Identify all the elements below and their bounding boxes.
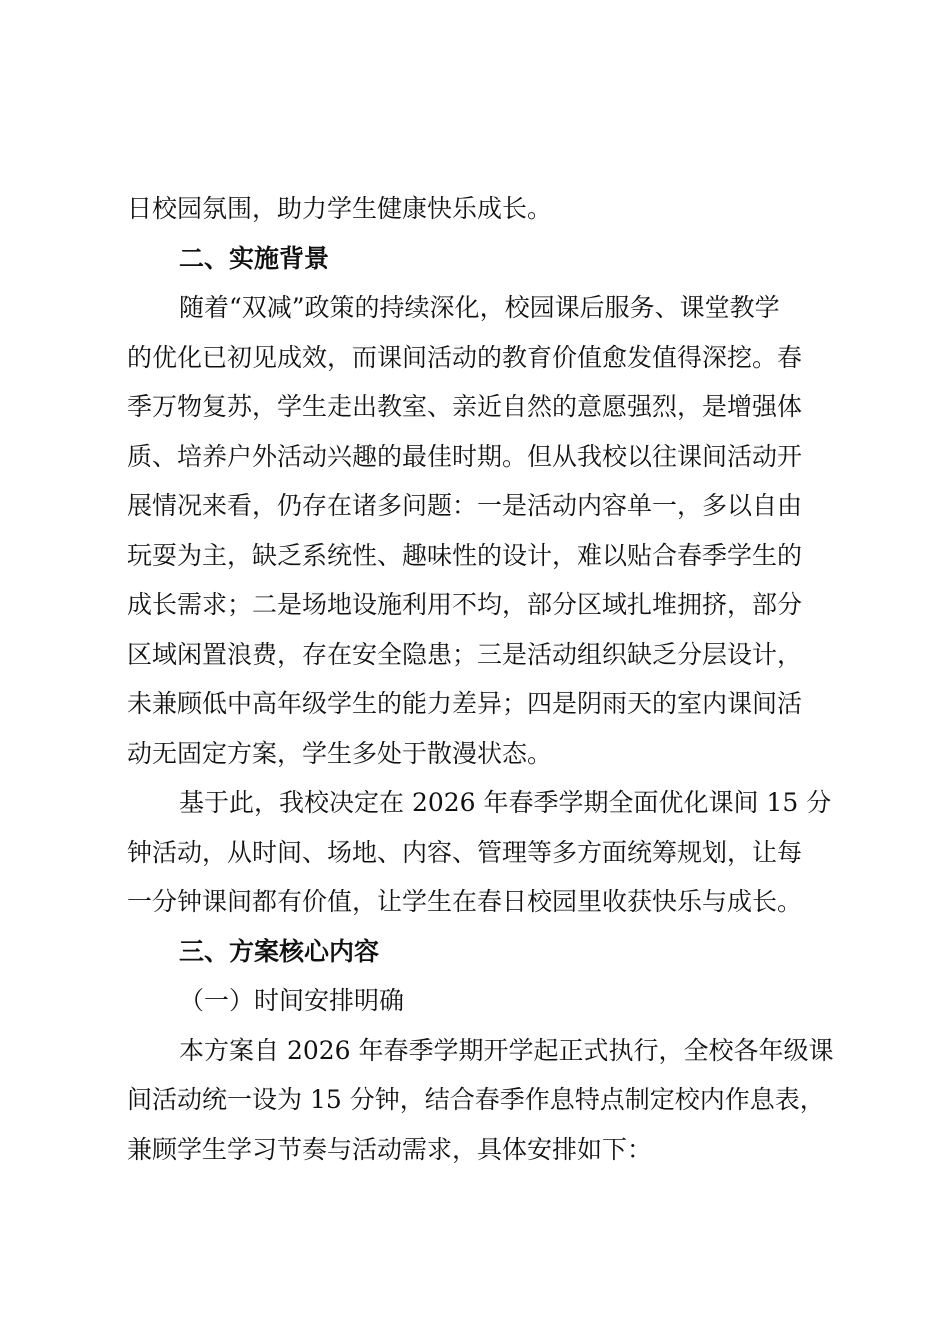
paragraph-line: 质、培养户外活动兴趣的最佳时期。但从我校以往课间活动开 [127, 441, 803, 471]
paragraph-line: 本方案自 2026 年春季学期开学起正式执行，全校各年级课 [179, 1035, 834, 1065]
paragraph-line: 未兼顾低中高年级学生的能力差异；四是阴雨天的室内课间活 [127, 689, 803, 718]
paragraph-line: 成长需求；二是场地设施利用不均，部分区域扎堆拥挤，部分 [127, 590, 803, 619]
section-heading-core-content: 三、方案核心内容 [179, 936, 380, 966]
paragraph-line: 动无固定方案，学生多处于散漫状态。 [127, 738, 553, 768]
document-body [127, 184, 834, 1174]
paragraph-line: 钟活动，从时间、场地、内容、管理等多方面统筹规划，让每 [127, 837, 803, 867]
paragraph-line: 间活动统一设为 15 分钟，结合春季作息特点制定校内作息表， [127, 1085, 825, 1114]
subsection-heading-time-arrangement: （一）时间安排明确 [179, 986, 405, 1015]
paragraph-line: 兼顾学生学习节奏与活动需求，具体安排如下： [127, 1134, 653, 1164]
paragraph-line: 日校园氛围，助力学生健康快乐成长。 [127, 194, 553, 223]
paragraph-line: 区域闲置浪费，存在安全隐患；三是活动组织缺乏分层设计， [127, 639, 803, 669]
paragraph-line: 随着“双减”政策的持续深化，校园课后服务、课堂教学 [179, 293, 780, 322]
paragraph-line: 玩耍为主，缺乏系统性、趣味性的设计，难以贴合春季学生的 [127, 540, 803, 570]
paragraph-line: 展情况来看，仍存在诸多问题：一是活动内容单一，多以自由 [127, 491, 803, 520]
paragraph-line: 季万物复苏，学生走出教室、亲近自然的意愿强烈，是增强体 [127, 392, 803, 421]
section-heading-implementation-background: 二、实施背景 [179, 243, 330, 273]
paragraph-line: 基于此，我校决定在 2026 年春季学期全面优化课间 15 分 [179, 788, 832, 817]
paragraph-line: 一分钟课间都有价值，让学生在春日校园里收获快乐与成长。 [127, 887, 803, 916]
paragraph-line: 的优化已初见成效，而课间活动的教育价值愈发值得深挖。春 [127, 342, 803, 372]
